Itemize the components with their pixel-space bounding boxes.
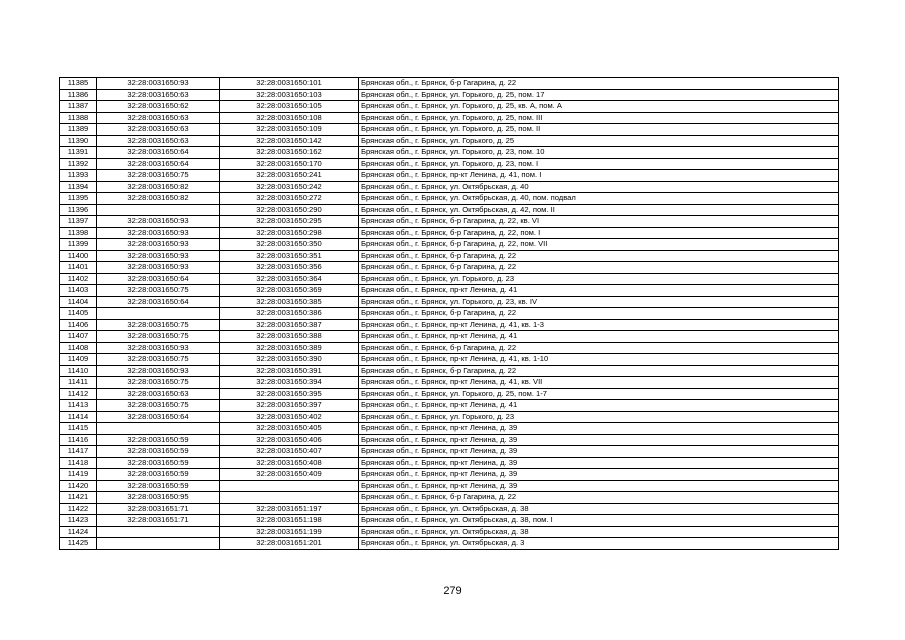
table-row — [60, 158, 839, 170]
address-cell: Брянская обл., г. Брянск, ул. Горького, д. 25, пом. III — [359, 112, 839, 124]
table-row — [60, 181, 839, 193]
table-row — [60, 331, 839, 343]
address-cell: Брянская обл., г. Брянск, ул. Октябрьская, д. 38 — [359, 503, 839, 515]
address-cell: Брянская обл., г. Брянск, ул. Октябрьская, д. 38, пом. I — [359, 515, 839, 527]
quarter-number-cell: 32:28:0031650:59 — [97, 469, 220, 481]
quarter-number-cell: 32:28:0031650:64 — [97, 296, 220, 308]
cadastral-number-cell: 32:28:0031650:369 — [220, 285, 359, 297]
table-row — [60, 135, 839, 147]
address-cell: Брянская обл., г. Брянск, б-р Гагарина, д. 22 — [359, 262, 839, 274]
address-cell: Брянская обл., г. Брянск, ул. Горького, д. 23, кв. IV — [359, 296, 839, 308]
table-row — [60, 411, 839, 423]
quarter-number-cell: 32:28:0031650:64 — [97, 411, 220, 423]
row-number-cell: 11399 — [60, 239, 97, 251]
cadastral-number-cell: 32:28:0031651:198 — [220, 515, 359, 527]
row-number-cell: 11424 — [60, 526, 97, 538]
address-cell: Брянская обл., г. Брянск, ул. Горького, д. 25, кв. А, пом. А — [359, 101, 839, 113]
quarter-number-cell: 32:28:0031650:59 — [97, 434, 220, 446]
address-cell: Брянская обл., г. Брянск, ул. Октябрьская, д. 42, пом. II — [359, 204, 839, 216]
address-cell: Брянская обл., г. Брянск, ул. Горького, д. 23 — [359, 273, 839, 285]
quarter-number-cell: 32:28:0031650:64 — [97, 147, 220, 159]
quarter-number-cell: 32:28:0031650:75 — [97, 377, 220, 389]
row-number-cell: 11412 — [60, 388, 97, 400]
table-row — [60, 377, 839, 389]
row-number-cell: 11385 — [60, 78, 97, 90]
address-cell: Брянская обл., г. Брянск, пр-кт Ленина, д. 39 — [359, 423, 839, 435]
row-number-cell: 11386 — [60, 89, 97, 101]
quarter-number-cell: 32:28:0031650:63 — [97, 112, 220, 124]
quarter-number-cell: 32:28:0031650:75 — [97, 331, 220, 343]
cadastral-number-cell: 32:28:0031650:162 — [220, 147, 359, 159]
quarter-number-cell: 32:28:0031650:93 — [97, 239, 220, 251]
cadastral-number-cell: 32:28:0031650:402 — [220, 411, 359, 423]
cadastral-number-cell: 32:28:0031650:394 — [220, 377, 359, 389]
row-number-cell: 11407 — [60, 331, 97, 343]
cadastral-number-cell: 32:28:0031650:108 — [220, 112, 359, 124]
address-cell: Брянская обл., г. Брянск, ул. Октябрьская, д. 3 — [359, 538, 839, 550]
address-cell: Брянская обл., г. Брянск, б-р Гагарина, д. 22, пом. VII — [359, 239, 839, 251]
cadastral-number-cell: 32:28:0031650:406 — [220, 434, 359, 446]
address-cell: Брянская обл., г. Брянск, ул. Октябрьская, д. 38 — [359, 526, 839, 538]
address-cell: Брянская обл., г. Брянск, б-р Гагарина, д. 22 — [359, 250, 839, 262]
quarter-number-cell: 32:28:0031650:59 — [97, 446, 220, 458]
row-number-cell: 11423 — [60, 515, 97, 527]
table-row — [60, 342, 839, 354]
table-row — [60, 101, 839, 113]
address-cell: Брянская обл., г. Брянск, ул. Октябрьская, д. 40 — [359, 181, 839, 193]
quarter-number-cell: 32:28:0031650:93 — [97, 78, 220, 90]
table-row — [60, 503, 839, 515]
cadastral-number-cell: 32:28:0031650:242 — [220, 181, 359, 193]
cadastral-number-cell: 32:28:0031650:390 — [220, 354, 359, 366]
table-row — [60, 285, 839, 297]
quarter-number-cell: 32:28:0031650:93 — [97, 216, 220, 228]
row-number-cell: 11416 — [60, 434, 97, 446]
quarter-number-cell: 32:28:0031650:75 — [97, 285, 220, 297]
cadastral-number-cell — [220, 480, 359, 492]
cadastral-number-cell: 32:28:0031650:350 — [220, 239, 359, 251]
table-row — [60, 124, 839, 136]
address-cell: Брянская обл., г. Брянск, пр-кт Ленина, д. 39 — [359, 434, 839, 446]
table-row — [60, 296, 839, 308]
row-number-cell: 11390 — [60, 135, 97, 147]
table-row — [60, 354, 839, 366]
address-cell: Брянская обл., г. Брянск, пр-кт Ленина, д. 39 — [359, 446, 839, 458]
quarter-number-cell: 32:28:0031650:93 — [97, 342, 220, 354]
cadastral-number-cell: 32:28:0031650:170 — [220, 158, 359, 170]
cadastral-number-cell: 32:28:0031650:101 — [220, 78, 359, 90]
row-number-cell: 11421 — [60, 492, 97, 504]
address-cell: Брянская обл., г. Брянск, ул. Горького, д. 23, пом. I — [359, 158, 839, 170]
quarter-number-cell: 32:28:0031650:93 — [97, 227, 220, 239]
quarter-number-cell: 32:28:0031650:63 — [97, 135, 220, 147]
table-row — [60, 515, 839, 527]
address-cell: Брянская обл., г. Брянск, ул. Горького, д. 25 — [359, 135, 839, 147]
row-number-cell: 11417 — [60, 446, 97, 458]
cadastral-number-cell: 32:28:0031651:201 — [220, 538, 359, 550]
table-row — [60, 480, 839, 492]
row-number-cell: 11414 — [60, 411, 97, 423]
quarter-number-cell: 32:28:0031650:82 — [97, 193, 220, 205]
address-cell: Брянская обл., г. Брянск, пр-кт Ленина, д. 41, кв. 1-10 — [359, 354, 839, 366]
row-number-cell: 11422 — [60, 503, 97, 515]
table-row — [60, 89, 839, 101]
cadastral-number-cell: 32:28:0031650:103 — [220, 89, 359, 101]
cadastral-number-cell: 32:28:0031650:295 — [220, 216, 359, 228]
quarter-number-cell — [97, 526, 220, 538]
address-cell: Брянская обл., г. Брянск, ул. Горького, д. 23, пом. 10 — [359, 147, 839, 159]
row-number-cell: 11401 — [60, 262, 97, 274]
address-cell: Брянская обл., г. Брянск, б-р Гагарина, д. 22 — [359, 78, 839, 90]
row-number-cell: 11402 — [60, 273, 97, 285]
table-row — [60, 365, 839, 377]
table-row — [60, 538, 839, 550]
quarter-number-cell: 32:28:0031651:71 — [97, 515, 220, 527]
table-row — [60, 227, 839, 239]
address-cell: Брянская обл., г. Брянск, б-р Гагарина, д. 22 — [359, 365, 839, 377]
table-row — [60, 262, 839, 274]
row-number-cell: 11396 — [60, 204, 97, 216]
quarter-number-cell: 32:28:0031650:62 — [97, 101, 220, 113]
row-number-cell: 11391 — [60, 147, 97, 159]
quarter-number-cell: 32:28:0031650:63 — [97, 388, 220, 400]
table-row — [60, 308, 839, 320]
row-number-cell: 11389 — [60, 124, 97, 136]
row-number-cell: 11410 — [60, 365, 97, 377]
address-cell: Брянская обл., г. Брянск, ул. Горького, д. 25, пом. 17 — [359, 89, 839, 101]
table-row — [60, 446, 839, 458]
cadastral-number-cell: 32:28:0031651:197 — [220, 503, 359, 515]
cadastral-number-cell: 32:28:0031650:395 — [220, 388, 359, 400]
row-number-cell: 11392 — [60, 158, 97, 170]
cadastral-number-cell: 32:28:0031650:407 — [220, 446, 359, 458]
table-row — [60, 423, 839, 435]
quarter-number-cell — [97, 423, 220, 435]
table-row — [60, 193, 839, 205]
row-number-cell: 11387 — [60, 101, 97, 113]
table-row — [60, 78, 839, 90]
quarter-number-cell: 32:28:0031650:64 — [97, 158, 220, 170]
address-cell: Брянская обл., г. Брянск, пр-кт Ленина, д. 39 — [359, 457, 839, 469]
table-row — [60, 239, 839, 251]
row-number-cell: 11408 — [60, 342, 97, 354]
address-cell: Брянская обл., г. Брянск, пр-кт Ленина, д. 41 — [359, 400, 839, 412]
table-row — [60, 170, 839, 182]
row-number-cell: 11403 — [60, 285, 97, 297]
quarter-number-cell: 32:28:0031650:93 — [97, 365, 220, 377]
row-number-cell: 11413 — [60, 400, 97, 412]
quarter-number-cell: 32:28:0031650:64 — [97, 273, 220, 285]
row-number-cell: 11400 — [60, 250, 97, 262]
table-row — [60, 216, 839, 228]
cadastral-number-cell — [220, 492, 359, 504]
row-number-cell: 11420 — [60, 480, 97, 492]
table-row — [60, 400, 839, 412]
row-number-cell: 11406 — [60, 319, 97, 331]
address-cell: Брянская обл., г. Брянск, б-р Гагарина, д. 22 — [359, 342, 839, 354]
registry-table-body — [60, 78, 839, 550]
row-number-cell: 11395 — [60, 193, 97, 205]
cadastral-number-cell: 32:28:0031650:409 — [220, 469, 359, 481]
quarter-number-cell: 32:28:0031650:82 — [97, 181, 220, 193]
address-cell: Брянская обл., г. Брянск, пр-кт Ленина, д. 41, пом. I — [359, 170, 839, 182]
address-cell: Брянская обл., г. Брянск, ул. Горького, д. 25, пом. II — [359, 124, 839, 136]
table-row — [60, 469, 839, 481]
quarter-number-cell: 32:28:0031650:75 — [97, 319, 220, 331]
row-number-cell: 11394 — [60, 181, 97, 193]
quarter-number-cell — [97, 538, 220, 550]
cadastral-number-cell: 32:28:0031650:408 — [220, 457, 359, 469]
row-number-cell: 11398 — [60, 227, 97, 239]
cadastral-number-cell: 32:28:0031651:199 — [220, 526, 359, 538]
address-cell: Брянская обл., г. Брянск, ул. Горького, д. 23 — [359, 411, 839, 423]
table-row — [60, 250, 839, 262]
quarter-number-cell: 32:28:0031650:63 — [97, 124, 220, 136]
cadastral-number-cell: 32:28:0031650:298 — [220, 227, 359, 239]
cadastral-number-cell: 32:28:0031650:364 — [220, 273, 359, 285]
address-cell: Брянская обл., г. Брянск, ул. Горького, д. 25, пом. 1-7 — [359, 388, 839, 400]
row-number-cell: 11405 — [60, 308, 97, 320]
cadastral-number-cell: 32:28:0031650:272 — [220, 193, 359, 205]
row-number-cell: 11425 — [60, 538, 97, 550]
page-number: 279 — [443, 585, 462, 597]
cadastral-number-cell: 32:28:0031650:142 — [220, 135, 359, 147]
cadastral-number-cell: 32:28:0031650:105 — [220, 101, 359, 113]
table-row — [60, 492, 839, 504]
cadastral-number-cell: 32:28:0031650:388 — [220, 331, 359, 343]
table-row — [60, 112, 839, 124]
quarter-number-cell: 32:28:0031650:75 — [97, 354, 220, 366]
quarter-number-cell: 32:28:0031650:93 — [97, 250, 220, 262]
quarter-number-cell — [97, 308, 220, 320]
quarter-number-cell: 32:28:0031650:75 — [97, 400, 220, 412]
address-cell: Брянская обл., г. Брянск, пр-кт Ленина, д. 39 — [359, 469, 839, 481]
cadastral-number-cell: 32:28:0031650:397 — [220, 400, 359, 412]
address-cell: Брянская обл., г. Брянск, ул. Октябрьская, д. 40, пом. подвал — [359, 193, 839, 205]
table-row — [60, 273, 839, 285]
quarter-number-cell: 32:28:0031650:59 — [97, 480, 220, 492]
table-row — [60, 388, 839, 400]
quarter-number-cell: 32:28:0031650:63 — [97, 89, 220, 101]
table-row — [60, 147, 839, 159]
address-cell: Брянская обл., г. Брянск, пр-кт Ленина, д. 41 — [359, 285, 839, 297]
row-number-cell: 11409 — [60, 354, 97, 366]
cadastral-number-cell: 32:28:0031650:356 — [220, 262, 359, 274]
quarter-number-cell: 32:28:0031650:95 — [97, 492, 220, 504]
quarter-number-cell: 32:28:0031650:75 — [97, 170, 220, 182]
row-number-cell: 11388 — [60, 112, 97, 124]
cadastral-number-cell: 32:28:0031650:387 — [220, 319, 359, 331]
table-row — [60, 457, 839, 469]
row-number-cell: 11411 — [60, 377, 97, 389]
quarter-number-cell — [97, 204, 220, 216]
address-cell: Брянская обл., г. Брянск, б-р Гагарина, д. 22, кв. VI — [359, 216, 839, 228]
table-row — [60, 319, 839, 331]
row-number-cell: 11393 — [60, 170, 97, 182]
table-row — [60, 434, 839, 446]
address-cell: Брянская обл., г. Брянск, б-р Гагарина, д. 22 — [359, 492, 839, 504]
row-number-cell: 11415 — [60, 423, 97, 435]
cadastral-number-cell: 32:28:0031650:405 — [220, 423, 359, 435]
cadastral-number-cell: 32:28:0031650:351 — [220, 250, 359, 262]
cadastral-number-cell: 32:28:0031650:389 — [220, 342, 359, 354]
cadastral-number-cell: 32:28:0031650:386 — [220, 308, 359, 320]
address-cell: Брянская обл., г. Брянск, пр-кт Ленина, д. 41, кв. VII — [359, 377, 839, 389]
cadastral-number-cell: 32:28:0031650:241 — [220, 170, 359, 182]
cadastral-number-cell: 32:28:0031650:391 — [220, 365, 359, 377]
quarter-number-cell: 32:28:0031651:71 — [97, 503, 220, 515]
address-cell: Брянская обл., г. Брянск, б-р Гагарина, д. 22, пом. I — [359, 227, 839, 239]
row-number-cell: 11397 — [60, 216, 97, 228]
registry-table — [59, 77, 839, 550]
cadastral-number-cell: 32:28:0031650:109 — [220, 124, 359, 136]
cadastral-number-cell: 32:28:0031650:290 — [220, 204, 359, 216]
cadastral-number-cell: 32:28:0031650:385 — [220, 296, 359, 308]
row-number-cell: 11419 — [60, 469, 97, 481]
address-cell: Брянская обл., г. Брянск, б-р Гагарина, д. 22 — [359, 308, 839, 320]
address-cell: Брянская обл., г. Брянск, пр-кт Ленина, д. 41 — [359, 331, 839, 343]
table-row — [60, 204, 839, 216]
address-cell: Брянская обл., г. Брянск, пр-кт Ленина, д. 41, кв. 1-3 — [359, 319, 839, 331]
row-number-cell: 11404 — [60, 296, 97, 308]
table-row — [60, 526, 839, 538]
address-cell: Брянская обл., г. Брянск, пр-кт Ленина, д. 39 — [359, 480, 839, 492]
quarter-number-cell: 32:28:0031650:59 — [97, 457, 220, 469]
row-number-cell: 11418 — [60, 457, 97, 469]
quarter-number-cell: 32:28:0031650:93 — [97, 262, 220, 274]
